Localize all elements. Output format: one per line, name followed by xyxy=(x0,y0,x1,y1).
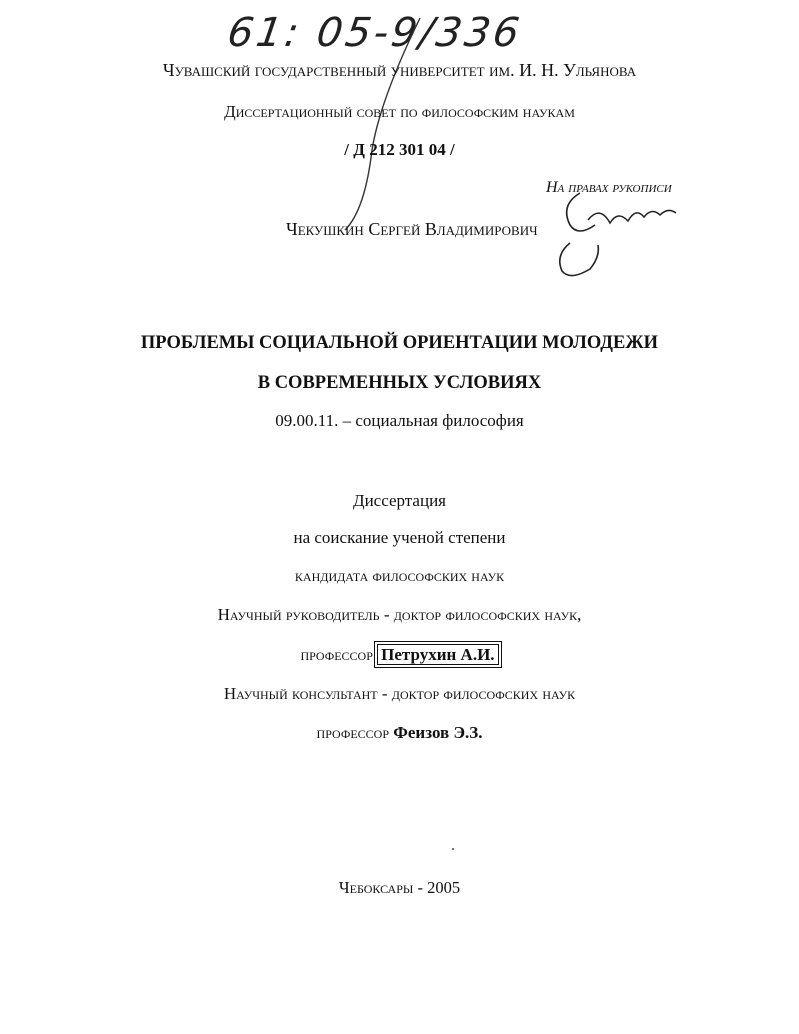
consultant-name: Феизов Э.З. xyxy=(393,723,483,742)
supervisor-name: Петрухин А.И. xyxy=(377,644,498,665)
consultant-role: Научный консультант - доктор философских наук xyxy=(223,684,576,703)
dissertation-council: Диссертационный совет по философским наукам xyxy=(224,102,575,121)
title-line-1: ПРОБЛЕМЫ СОЦИАЛЬНОЙ ОРИЕНТАЦИИ МОЛОДЕЖИ xyxy=(140,333,659,353)
degree-purpose: на соискание ученой степени xyxy=(293,528,506,547)
supervisor-title: профессор xyxy=(300,645,373,664)
consultant-title: профессор xyxy=(316,723,390,742)
archive-code-handwritten: 61: 05-9/336 xyxy=(224,10,525,56)
council-code: / Д 212 301 04 / xyxy=(344,140,455,159)
specialty-code: 09.00.11. – социальная философия xyxy=(275,411,524,430)
degree-name: кандидата философских наук xyxy=(294,566,505,585)
author-signature xyxy=(540,185,690,280)
manuscript-note: На правах рукописи xyxy=(546,179,672,196)
city-year: Чебоксары - 2005 xyxy=(338,878,461,897)
university-name: Чувашский государственный университет им. И. Н. Ульянова xyxy=(162,60,637,80)
supervisor-role: Научный руководитель - доктор философских наук, xyxy=(217,605,582,624)
author-name: Чекушкин Сергей Владимирович xyxy=(286,219,538,239)
supervisor-line xyxy=(0,645,799,665)
title-line-2: В СОВРЕМЕННЫХ УСЛОВИЯХ xyxy=(257,373,542,393)
document-kind: Диссертация xyxy=(352,491,446,510)
scan-speck xyxy=(452,848,454,850)
consultant-line xyxy=(0,723,799,743)
